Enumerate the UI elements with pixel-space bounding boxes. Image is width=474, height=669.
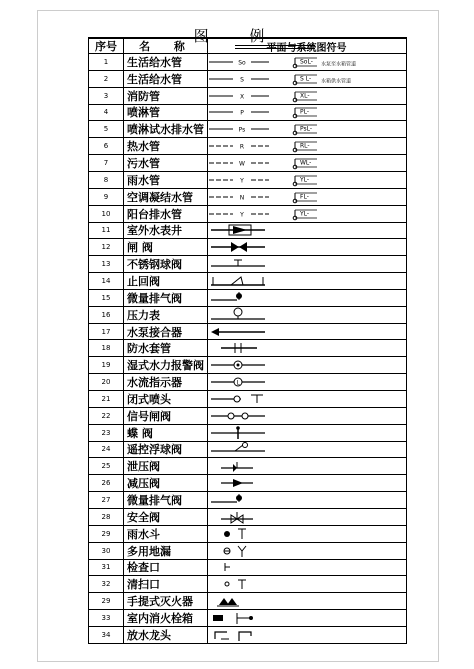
- table-row: [89, 339, 406, 356]
- table-row: [89, 491, 406, 508]
- row-symbol: [207, 492, 406, 508]
- inspection-port-icon: [225, 563, 230, 571]
- line-code: X: [239, 93, 245, 101]
- line-code: Ps: [238, 126, 246, 134]
- row-symbol: [207, 357, 406, 373]
- row-name: 检查口: [127, 561, 160, 575]
- row-name: 喷淋试水排水管: [127, 123, 204, 137]
- row-name: 雨水斗: [127, 527, 160, 541]
- row-name: 污水管: [127, 157, 160, 171]
- row-symbol: [207, 290, 406, 306]
- row-number: 29: [101, 597, 111, 606]
- table-row: [89, 457, 406, 474]
- table-row: [89, 137, 406, 154]
- signal-valve-icon: [211, 413, 265, 419]
- butterfly-valve-icon: [207, 425, 406, 441]
- row-number: 10: [101, 209, 111, 218]
- pump-adapter-icon: [207, 324, 406, 340]
- hydrant-box-icon: [213, 613, 253, 624]
- row-number: 15: [101, 293, 111, 302]
- legend-table: [88, 37, 407, 644]
- row-symbol: [207, 425, 406, 441]
- table-row: [89, 525, 406, 542]
- row-symbol: [207, 391, 406, 407]
- water-meter-well-icon: [207, 222, 406, 238]
- row-symbol: [207, 206, 406, 222]
- row-number: 24: [101, 445, 111, 454]
- row-number: 23: [101, 428, 111, 437]
- row-number: 4: [103, 108, 109, 117]
- flow-indicator-icon: [211, 378, 265, 387]
- row-symbol: [207, 509, 406, 525]
- alarm-valve-icon: [207, 357, 406, 373]
- system-code: FL-: [300, 193, 309, 201]
- row-name: 多用地漏: [127, 544, 171, 558]
- row-number: 8: [103, 175, 109, 184]
- line-code: W: [239, 160, 245, 168]
- pipe-note: 水泵至水箱管道: [321, 61, 357, 68]
- row-symbol: [207, 374, 406, 390]
- table-row: [89, 289, 406, 306]
- table-row: [89, 255, 406, 272]
- line-code: S: [240, 76, 244, 84]
- reducing-valve-icon: [221, 479, 253, 487]
- row-symbol: [207, 172, 406, 188]
- pipe-line-symbol: [207, 104, 406, 120]
- pipe-line-symbol: [207, 138, 406, 154]
- row-symbol: [207, 88, 406, 104]
- inspection-port-icon: [207, 559, 406, 575]
- row-number: 3: [103, 91, 109, 100]
- row-number: 17: [101, 327, 111, 336]
- rain-hopper-icon: [224, 529, 246, 539]
- table-row: [89, 424, 406, 441]
- header-no: 序号: [95, 40, 117, 53]
- row-number: 25: [101, 462, 111, 471]
- air-release-valve-icon: [207, 492, 406, 508]
- safety-valve-icon: [221, 512, 253, 523]
- table-row: [89, 575, 406, 592]
- table-row: [89, 154, 406, 171]
- row-number: 20: [101, 378, 111, 387]
- table-row: [89, 104, 406, 121]
- relief-valve-icon: [207, 458, 406, 474]
- row-number: 22: [101, 411, 111, 420]
- table-row: [89, 474, 406, 491]
- row-symbol: [207, 543, 406, 559]
- row-symbol: [207, 54, 406, 70]
- table-row: [89, 609, 406, 626]
- sprinkler-head-icon: [207, 391, 406, 407]
- floor-drain-icon: [207, 543, 406, 559]
- row-number: 18: [101, 344, 111, 353]
- line-code: Y: [240, 211, 244, 219]
- cleanout-icon: [225, 580, 246, 589]
- legend-title: 图 例: [193, 27, 283, 45]
- table-row: [89, 306, 406, 323]
- table-row: [89, 508, 406, 525]
- system-code: PsL-: [300, 125, 313, 133]
- water-meter-well-icon: [211, 225, 265, 235]
- table-row: [89, 53, 406, 70]
- pipe-line-symbol: [207, 189, 406, 205]
- line-code: N: [239, 194, 245, 202]
- line-code: Y: [240, 177, 244, 185]
- row-symbol: [207, 475, 406, 491]
- row-symbol: [207, 138, 406, 154]
- row-name: 生活给水管: [127, 55, 182, 69]
- table-row: [89, 188, 406, 205]
- header-name: 名 称: [139, 40, 195, 53]
- row-number: 29: [101, 529, 111, 538]
- faucet-icon: [215, 632, 251, 641]
- row-name: 减压阀: [127, 477, 160, 491]
- table-row: [89, 120, 406, 137]
- row-name: 闭式喷头: [127, 392, 171, 406]
- row-number: 26: [101, 479, 111, 488]
- table-row: [89, 222, 406, 239]
- row-symbol: [207, 526, 406, 542]
- check-valve-icon: [207, 273, 406, 289]
- pipe-line-symbol: [207, 88, 406, 104]
- row-number: 16: [101, 310, 111, 319]
- row-number: 6: [103, 142, 109, 151]
- row-symbol: [207, 71, 406, 87]
- row-name: 微量排气阀: [127, 291, 182, 305]
- table-row: [89, 272, 406, 289]
- air-release-valve-icon: [207, 290, 406, 306]
- signal-valve-icon: [207, 408, 406, 424]
- extinguisher-icon: [207, 593, 406, 609]
- table-row: [89, 356, 406, 373]
- table-row: [89, 407, 406, 424]
- check-valve-icon: [211, 277, 265, 285]
- system-code: XL-: [300, 92, 310, 100]
- reducing-valve-icon: [207, 475, 406, 491]
- row-symbol: [207, 576, 406, 592]
- row-number: 28: [101, 512, 111, 521]
- row-symbol: [207, 458, 406, 474]
- pipe-line-symbol: [207, 172, 406, 188]
- gate-valve-icon: [211, 242, 265, 252]
- line-code: So: [238, 59, 246, 67]
- row-name: 防水套管: [127, 342, 171, 356]
- row-number: 31: [101, 563, 111, 572]
- faucet-icon: [207, 627, 406, 643]
- row-name: 生活给水管: [127, 72, 182, 86]
- row-name: 微量排气阀: [127, 494, 182, 508]
- hydrant-box-icon: [207, 610, 406, 626]
- row-name: 空调凝结水管: [127, 190, 193, 204]
- row-number: 34: [101, 630, 111, 639]
- row-number: 11: [101, 226, 111, 235]
- row-number: 33: [101, 613, 111, 622]
- pipe-line-symbol: [207, 54, 406, 70]
- row-number: 9: [103, 192, 109, 201]
- pipe-line-symbol: [207, 155, 406, 171]
- row-name: 湿式水力报警阀: [127, 359, 204, 373]
- row-number: 27: [101, 496, 111, 505]
- system-code: YL-: [300, 176, 310, 184]
- row-symbol: [207, 340, 406, 356]
- row-number: 21: [101, 394, 111, 403]
- pressure-gauge-icon: [211, 308, 265, 319]
- table-row: [89, 441, 406, 458]
- table-row: [89, 238, 406, 255]
- row-name: 安全阀: [127, 510, 160, 524]
- table-row: [89, 323, 406, 340]
- system-code: RL-: [300, 142, 310, 150]
- row-symbol: [207, 223, 406, 239]
- row-name: 喷淋管: [127, 106, 160, 120]
- row-number: 2: [103, 74, 109, 83]
- row-number: 19: [101, 361, 111, 370]
- row-symbol: [207, 307, 406, 323]
- row-number: 13: [101, 260, 111, 269]
- table-row: [89, 390, 406, 407]
- ball-valve-icon: [211, 260, 265, 266]
- row-symbol: [207, 239, 406, 255]
- row-name: 消防管: [127, 89, 160, 103]
- relief-valve-icon: [221, 462, 253, 472]
- row-symbol: [207, 121, 406, 137]
- flow-indicator-icon: [207, 374, 406, 390]
- air-release-valve-icon: [211, 292, 242, 300]
- row-number: 14: [101, 276, 111, 285]
- row-name: 阳台排水管: [127, 207, 182, 221]
- pump-adapter-icon: [211, 328, 265, 336]
- row-symbol: [207, 627, 406, 643]
- row-name: 手提式灭火器: [127, 595, 193, 609]
- pipe-line-symbol: [207, 121, 406, 137]
- table-row: [89, 205, 406, 222]
- row-symbol: [207, 256, 406, 272]
- extinguisher-icon: [217, 598, 239, 606]
- ball-valve-icon: [207, 256, 406, 272]
- row-symbol: [207, 408, 406, 424]
- table-row: [89, 592, 406, 609]
- safety-valve-icon: [207, 509, 406, 525]
- row-symbol: [207, 324, 406, 340]
- cleanout-icon: [207, 576, 406, 592]
- line-code: P: [240, 109, 244, 117]
- row-number: 30: [101, 546, 111, 555]
- row-symbol: [207, 442, 406, 458]
- table-header: [89, 38, 406, 53]
- system-code: WL-: [300, 159, 312, 167]
- row-name: 室内消火栓箱: [127, 611, 193, 625]
- system-code: S L-: [300, 75, 312, 83]
- waterproof-sleeve-icon: [207, 340, 406, 356]
- gate-valve-icon: [207, 239, 406, 255]
- alarm-valve-icon: [211, 361, 265, 369]
- row-number: 7: [103, 159, 109, 168]
- row-number: 1: [103, 57, 109, 66]
- table-row: [89, 171, 406, 188]
- row-symbol: [207, 189, 406, 205]
- svg-text:L: L: [236, 379, 240, 387]
- row-number: 32: [101, 580, 111, 589]
- row-name: 遥控浮球阀: [127, 443, 182, 457]
- float-valve-icon: [211, 443, 265, 452]
- row-name: 热水管: [127, 140, 160, 154]
- rain-hopper-icon: [207, 526, 406, 542]
- row-symbol: [207, 273, 406, 289]
- row-name: 放水龙头: [127, 628, 171, 642]
- row-name: 泄压阀: [127, 460, 160, 474]
- pressure-gauge-icon: [207, 307, 406, 323]
- sprinkler-head-icon: [211, 395, 263, 403]
- float-valve-icon: [207, 441, 406, 457]
- row-symbol: [207, 105, 406, 121]
- row-name: 室外水表井: [127, 224, 182, 238]
- table-row: [89, 542, 406, 559]
- row-name: 闸 阀: [127, 241, 153, 255]
- row-name: 水流指示器: [127, 376, 182, 390]
- row-symbol: [207, 155, 406, 171]
- floor-drain-icon: [224, 546, 246, 557]
- row-name: 蝶 阀: [127, 426, 153, 440]
- table-row: [89, 373, 406, 390]
- pipe-note: 水箱供水管道: [321, 78, 352, 85]
- header-symbol: 平面与系统图符号: [266, 42, 347, 54]
- pipe-line-symbol: [207, 71, 406, 87]
- table-row: [89, 559, 406, 576]
- row-name: 止回阀: [127, 274, 160, 288]
- waterproof-sleeve-icon: [221, 343, 257, 353]
- butterfly-valve-icon: [211, 426, 265, 439]
- pipe-line-symbol: [207, 206, 406, 222]
- row-name: 雨水管: [127, 173, 160, 187]
- line-code: R: [239, 143, 245, 151]
- row-number: 12: [101, 243, 111, 252]
- row-name: 压力表: [127, 308, 160, 322]
- air-release-valve-icon: [211, 494, 242, 502]
- row-name: 清扫口: [127, 578, 160, 592]
- row-symbol: [207, 610, 406, 626]
- table-row: [89, 626, 406, 643]
- row-symbol: [207, 593, 406, 609]
- table-row: [89, 70, 406, 87]
- row-name: 不锈钢球阀: [127, 258, 182, 272]
- row-symbol: [207, 560, 406, 576]
- row-number: 5: [103, 125, 109, 134]
- row-name: 水泵接合器: [127, 325, 182, 339]
- table-row: [89, 87, 406, 104]
- system-code: SoL-: [300, 58, 313, 66]
- system-code: PL-: [300, 108, 310, 116]
- system-code: YL-: [300, 210, 310, 218]
- row-name: 信号闸阀: [127, 409, 171, 423]
